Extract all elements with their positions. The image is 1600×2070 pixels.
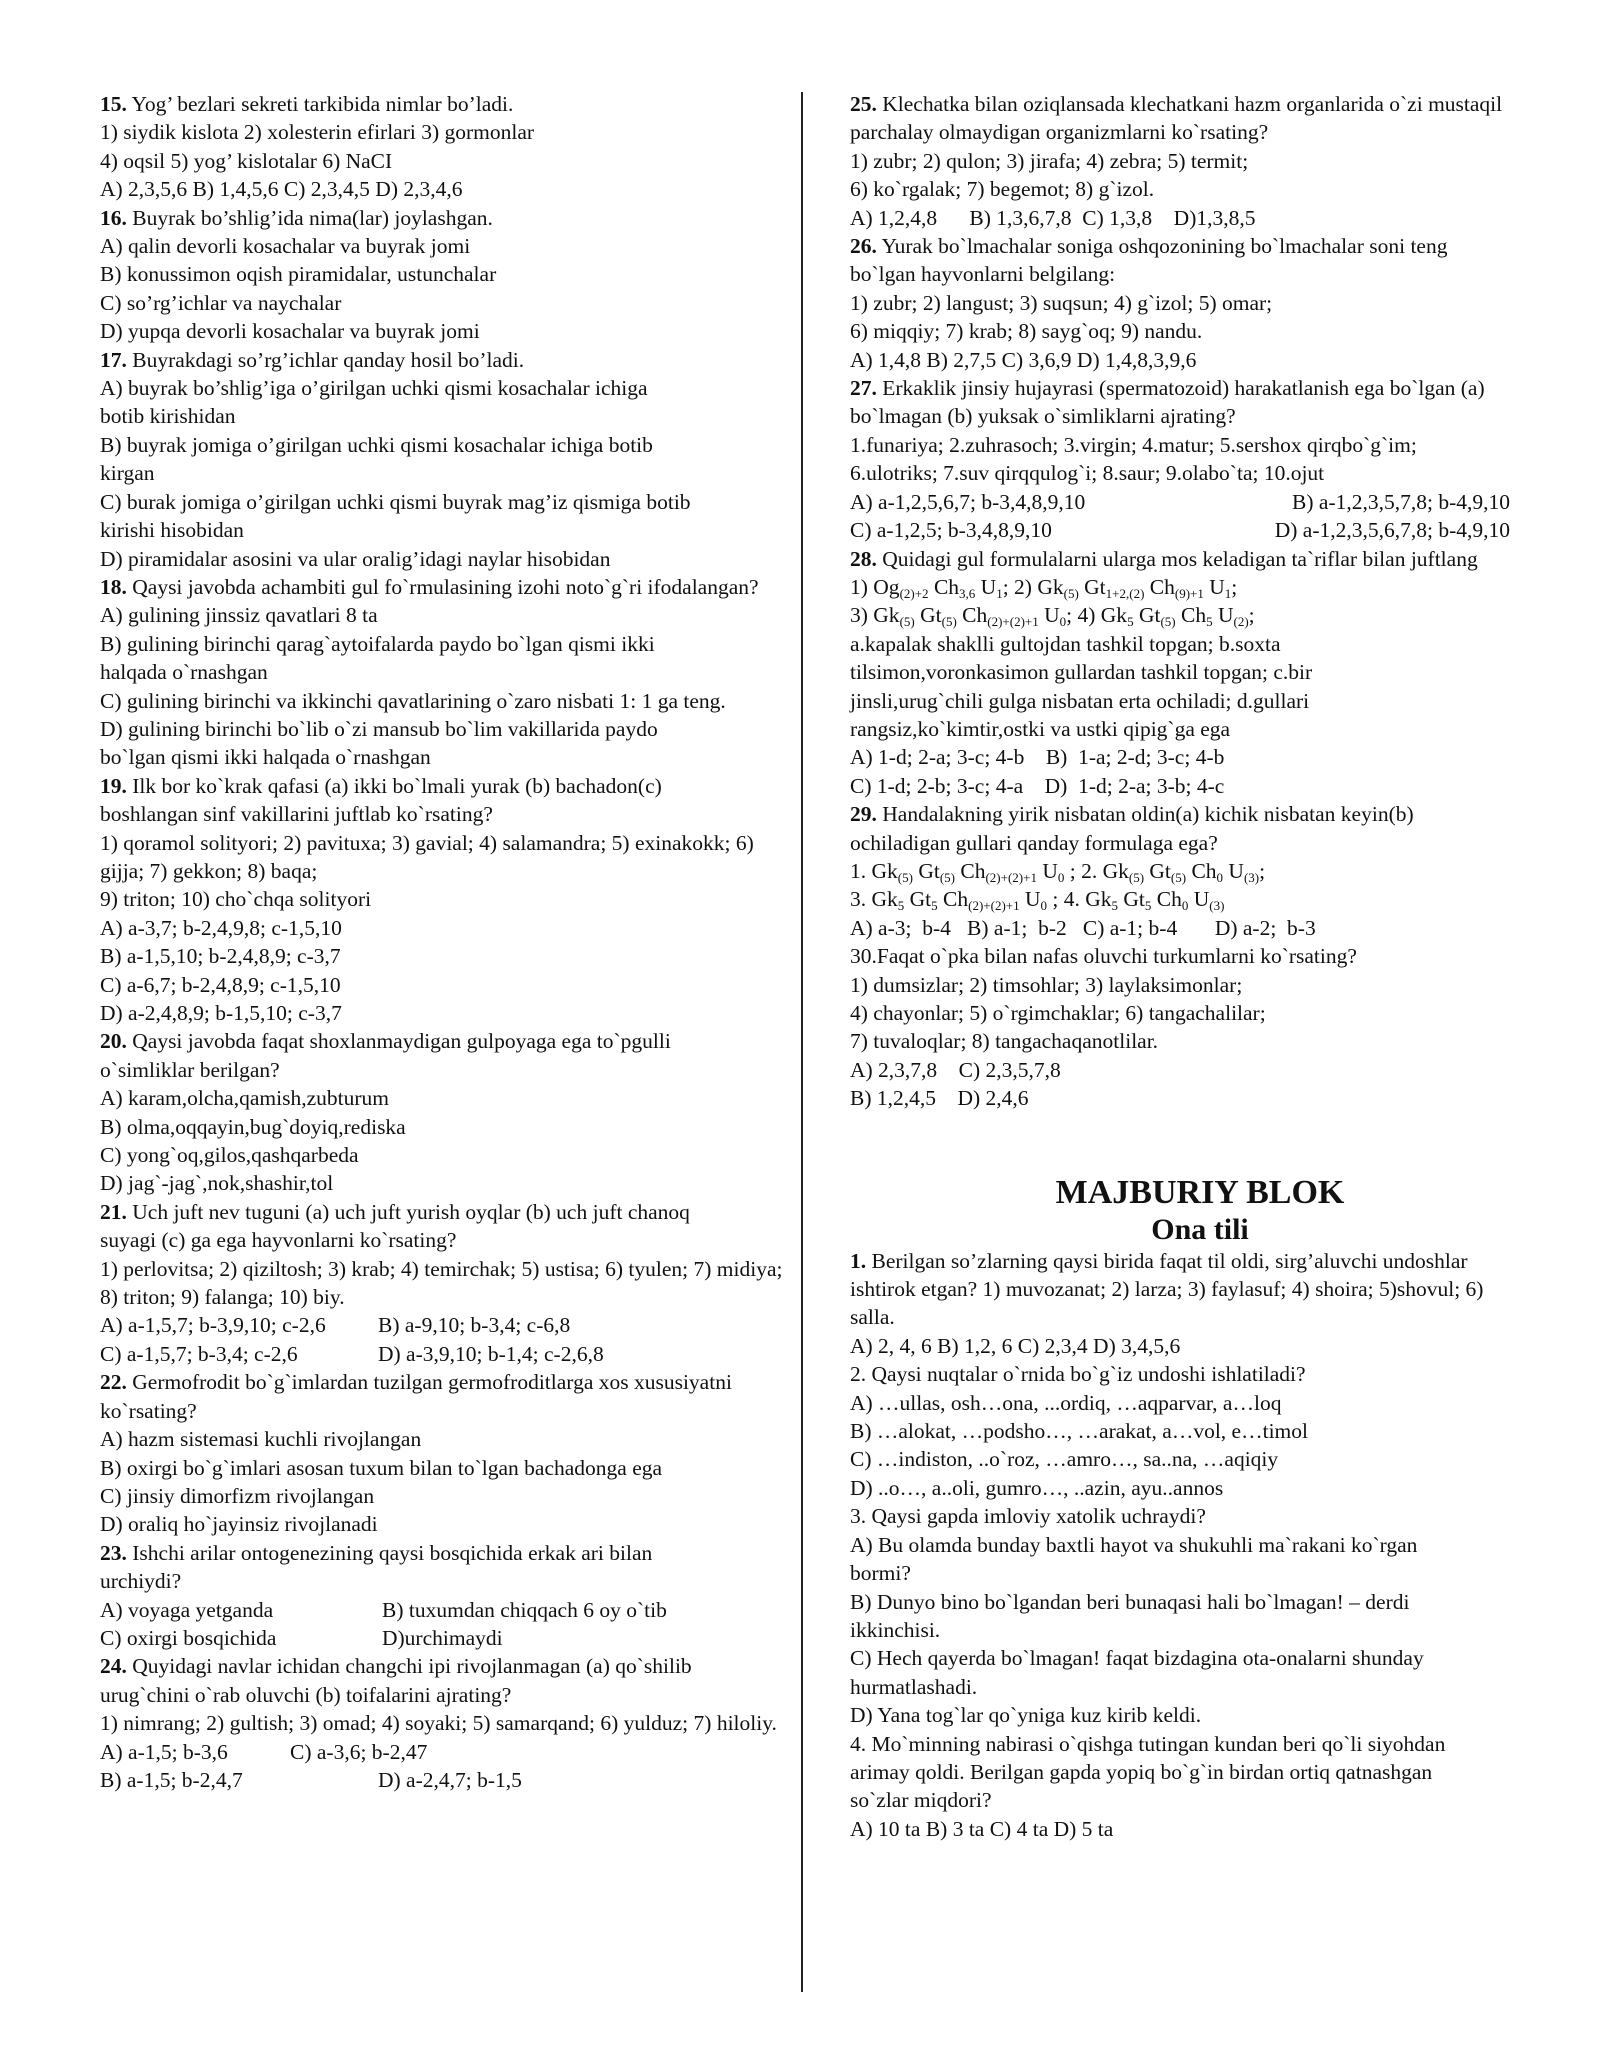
option-d: D) a-3,9,10; b-1,4; c-2,6,8: [378, 1341, 604, 1366]
option-c: C) oxirgi bosqichida: [100, 1625, 277, 1650]
items-line: 4) chayonlar; 5) o`rgimchaklar; 6) tangachalilar;: [850, 1001, 1266, 1025]
items-line: 1) zubr; 2) qulon; 3) jirafa; 4) zebra; 5) termit;: [850, 148, 1249, 173]
question-17: [100, 346, 790, 573]
question-16: [100, 204, 790, 346]
column-divider: [801, 92, 803, 1992]
option-c: C) so’rg’ichlar va naychalar: [100, 290, 342, 315]
left-column: [100, 90, 790, 1794]
option-b: B) tuxumdan chiqqach 6 oy o`tib: [382, 1597, 667, 1622]
answer-options: A) 1,2,4,8 B) 1,3,6,7,8 C) 1,3,8 D)1,3,8,5: [850, 205, 1256, 230]
option-d: D) a-2,4,7; b-1,5: [378, 1767, 522, 1792]
option-a: A) buyrak bo’shlig’iga o’girilgan uchki qismi kosachalar ichiga botib kirishidan: [100, 376, 648, 429]
question-number: 18.: [100, 574, 127, 599]
question-text: Handalakning yirik nisbatan oldin(a) kichik nisbatan keyin(b) ochiladigan gullari qanday formulaga ega?: [850, 802, 1414, 855]
items-line: 1.funariya; 2.zuhrasoch; 3.virgin; 4.matur; 5.sershox qirqbo`g`im; 6.ulotriks; 7.suv qirqqulog`i; 8.saur; 9.olabo`ta; 10.ojut: [850, 432, 1417, 486]
option-b: B) oxirgi bo`g`imlari asosan tuxum bilan to`lgan bachadonga ega: [100, 1455, 663, 1480]
option-a: A) a-1,5,7; b-3,9,10; c-2,6: [100, 1313, 326, 1338]
option-c: C) …indiston, ..o`roz, …amro…, sa..na, …aqiqiy: [850, 1447, 1279, 1472]
answer-options: A) 1,4,8 B) 2,7,5 C) 3,6,9 D) 1,4,8,3,9,6: [850, 347, 1197, 372]
option-d: D) a-1,2,3,5,6,7,8; b-4,9,10: [1274, 518, 1510, 543]
question-20: [100, 1027, 790, 1197]
question-text: Ilk bor ko`krak qafasi (a) ikki bo`lmali yurak (b) bachadon(c) boshlangan sinf vakillarini juftlab ko`rsating?: [100, 773, 662, 827]
answer-options: A) 2,3,5,6 B) 1,4,5,6 C) 2,3,4,5 D) 2,3,4,6: [100, 177, 463, 202]
question-text: Qaysi javobda faqat shoxlanmaydigan gulpoyaga ega to`pgulli o`simliklar berilgan?: [100, 1029, 671, 1082]
option-c: C) a-1,5,7; b-3,4; c-2,6: [100, 1341, 298, 1366]
answer-options: A) 1-d; 2-a; 3-c; 4-b B) 1-a; 2-d; 3-c; 4-b: [850, 745, 1225, 770]
question-22: [100, 1368, 790, 1538]
question-30: [850, 942, 1510, 1112]
option-a: A) karam,olcha,qamish,zubturum: [100, 1086, 389, 1111]
answer-options: A) a-3; b-4 B) a-1; b-2 C) a-1; b-4 D) a-2; b-3: [850, 915, 1316, 940]
option-a: A) gulining jinssiz qavatlari 8 ta: [100, 603, 378, 628]
option-c: C) jinsiy dimorfizm rivojlangan: [100, 1483, 375, 1508]
question-29: [850, 800, 1510, 942]
question-text: Buyrakdagi so’rg’ichlar qanday hosil bo’ladi.: [126, 347, 525, 372]
question-text: 2. Qaysi nuqtalar o`rnida bo`g`iz undoshi ishlatiladi?: [850, 1362, 1306, 1387]
question-number: 22.: [100, 1370, 127, 1395]
option-d: D) piramidalar asosini va ular oralig’idagi naylar hisobidan: [100, 546, 611, 571]
option-b: B) olma,oqqayin,bug`doyiq,rediska: [100, 1114, 406, 1139]
answer-options: B) 1,2,4,5 D) 2,4,6: [850, 1086, 1029, 1111]
formula-line: 1. $Gk_{(5)}$ $Gt_{(5)}$ $Ch_{(2)+(2)+1}$ $U_0$ ; 2. $Gk_{(5)}$ $Gt_{(5)}$ $Ch_0$ $U_{(3)}$;: [850, 858, 1266, 885]
option-d: D) jag`-jag`,nok,shashir,tol: [100, 1171, 334, 1196]
option-b: B) a-9,10; b-3,4; c-6,8: [378, 1313, 571, 1338]
question-text: Yurak bo`lmachalar soniga oshqozonining bo`lmachalar soni teng bo`lgan hayvonlarni belgilang:: [850, 234, 1448, 287]
question-number: 17.: [100, 347, 127, 372]
option-d: D) oraliq ho`jayinsiz rivojlanadi: [100, 1512, 378, 1537]
answer-options: A) 2, 4, 6 B) 1,2, 6 C) 2,3,4 D) 3,4,5,6: [850, 1333, 1181, 1358]
option-b: B) gulining birinchi qarag`aytoifalarda paydo bo`lgan qismi ikki halqada o`rnashgan: [100, 631, 655, 685]
option-c: C) burak jomiga o’girilgan uchki qismi buyrak mag’iz qismiga botib kirishi hisobidan: [100, 489, 691, 543]
question-ona-3: [850, 1502, 1510, 1729]
question-number: 20.: [100, 1029, 127, 1054]
question-28: [850, 545, 1510, 801]
items-line: 1) perlovitsa; 2) qiziltosh; 3) krab; 4) temirchak; 5) ustisa; 6) tyulen; 7) midiya; 8) triton; 9) falanga; 10) biy.: [100, 1256, 783, 1310]
option-c: C) a-3,6; b-2,47: [290, 1739, 428, 1764]
question-text: 3. Qaysi gapda imloviy xatolik uchraydi?: [850, 1504, 1206, 1529]
question-24: [100, 1652, 790, 1794]
question-number: 27.: [850, 376, 877, 401]
option-b: B) …alokat, …podsho…, …arakat, a…vol, e…timol: [850, 1419, 1308, 1444]
question-number: 25.: [850, 92, 877, 116]
items-line: 7) tuvaloqlar; 8) tangachaqanotlilar.: [850, 1029, 1159, 1054]
formula-line: 3) $Gk_{(5)}$ $Gt_{(5)}$ $Ch_{(2)+(2)+1}$ $U_0$; 4) $Gk_5$ $Gt_{(5)}$ $Ch_5$ $U_{(2)}$;: [850, 603, 1255, 630]
question-23: [100, 1539, 790, 1653]
question-19: [100, 772, 790, 1028]
question-text: Ishchi arilar ontogenezining qaysi bosqichida erkak ari bilan urchiydi?: [100, 1540, 653, 1594]
option-b: B) konussimon oqish piramidalar, ustunchalar: [100, 262, 497, 287]
question-text: Germofrodit bo`g`imlardan tuzilgan germofroditlarga xos xususiyatni ko`rsating?: [100, 1370, 732, 1423]
descriptions: a.kapalak shaklli gultojdan tashkil topgan; b.soxta tilsimon,voronkasimon gullardan tashkil topgan; c.bir jinsli,urug`chili gulga nisbatan erta ochiladi; d.gullari rangsiz,ko`kimtir,ostki va ustki qipig`ga ega: [850, 631, 1313, 741]
option-b: B) a-1,5,10; b-2,4,8,9; c-3,7: [100, 944, 341, 969]
question-text: Klechatka bilan oziqlansada klechatkani hazm organlarida o`zi mustaqil parchalay olmaydigan organizmlarni ko`rsating?: [850, 92, 1503, 145]
question-text: Uch juft nev tuguni (a) uch juft yurish oyqlar (b) uch juft chanoq suyagi (c) ga ega hayvonlarni ko`rsating?: [100, 1199, 690, 1253]
answer-options: A) 10 ta B) 3 ta C) 4 ta D) 5 ta: [850, 1816, 1114, 1841]
question-ona-2: [850, 1360, 1510, 1502]
items-line: 4) oqsil 5) yog’ kislotalar 6) NaCI: [100, 148, 393, 173]
question-number: 16.: [100, 205, 127, 230]
option-c: C) a-6,7; b-2,4,8,9; c-1,5,10: [100, 972, 341, 997]
items-line: 9) triton; 10) cho`chqa solityori: [100, 887, 372, 912]
question-ona-1: [850, 1247, 1510, 1361]
option-d: D) a-2,4,8,9; b-1,5,10; c-3,7: [100, 1001, 342, 1025]
option-b: B) buyrak jomiga o’girilgan uchki qismi kosachalar ichiga botib kirgan: [100, 432, 653, 486]
right-column: [850, 90, 1510, 1843]
question-text: Buyrak bo’shlig’ida nima(lar) joylashgan.: [126, 205, 493, 230]
question-number: 24.: [100, 1654, 127, 1679]
option-a: A) voyaga yetganda: [100, 1597, 274, 1622]
question-number: 1.: [850, 1248, 867, 1273]
option-c: C) Hech qayerda bo`lmagan! faqat bizdagina ota-onalarni shunday hurmatlashadi.: [850, 1646, 1424, 1699]
items-line: 1) dumsizlar; 2) timsohlar; 3) laylaksimonlar;: [850, 972, 1243, 997]
question-text: Quyidagi navlar ichidan changchi ipi rivojlanmagan (a) qo`shilib urug`chini o`rab oluvchi (b) toifalarini ajrating?: [100, 1654, 692, 1707]
question-number: 21.: [100, 1199, 127, 1224]
formula-line: 1) $Og_{(2)+2}$ $Ch_{3,6}$ $U_1$; 2) $Gk_{(5)}$ $Gt_{1+2,(2)}$ $Ch_{(9)+1}$ $U_1$;: [850, 574, 1238, 601]
items-line: 1) nimrang; 2) gultish; 3) omad; 4) soyaki; 5) samarqand; 6) yulduz; 7) hiloliy.: [100, 1711, 777, 1736]
option-a: A) …ullas, osh…ona, ...ordiq, …aqparvar, a…loq: [850, 1390, 1282, 1415]
option-a: A) a-3,7; b-2,4,9,8; c-1,5,10: [100, 915, 342, 940]
items-line: 1) siydik kislota 2) xolesterin efirlari 3) gormonlar: [100, 120, 535, 145]
items-line: 6) ko`rgalak; 7) begemot; 8) g`izol.: [850, 177, 1155, 202]
question-text: Quidagi gul formulalarni ularga mos keladigan ta`riflar bilan juftlang: [876, 546, 1478, 571]
subject-title: Ona tili: [1151, 1212, 1249, 1246]
question-27: [850, 374, 1510, 544]
option-a: A) Bu olamda bunday baxtli hayot va shukuhli ma`rakani ko`rgan bormi?: [850, 1532, 1418, 1586]
option-a: A) hazm sistemasi kuchli rivojlangan: [100, 1427, 422, 1452]
items-line: 1) zubr; 2) langust; 3) suqsun; 4) g`izol; 5) omar;: [850, 290, 1273, 315]
items-line: 1) qoramol solityori; 2) pavituxa; 3) gavial; 4) salamandra; 5) exinakokk; 6) gijja; 7) gekkon; 8) baqa;: [100, 830, 754, 883]
option-b: B) a-1,5; b-2,4,7: [100, 1767, 243, 1792]
question-number: 23.: [100, 1540, 127, 1565]
question-number: 15.: [100, 92, 127, 116]
question-number: 28.: [850, 546, 877, 571]
option-d: D) yupqa devorli kosachalar va buyrak jomi: [100, 319, 480, 344]
question-text: Yog’ bezlari sekreti tarkibida nimlar bo’ladi.: [126, 92, 514, 116]
question-26: [850, 232, 1510, 374]
question-21: [100, 1198, 790, 1368]
question-text: 30.Faqat o`pka bilan nafas oluvchi turkumlarni ko`rsating?: [850, 944, 1357, 969]
question-text: Erkaklik jinsiy hujayrasi (spermatozoid) harakatlanish ega bo`lgan (a) bo`lmagan (b) yuksak o`simliklarni ajrating?: [850, 376, 1485, 429]
option-d: D) ..o…, a..oli, gumro…, ..azin, ayu..annos: [850, 1475, 1224, 1500]
option-d: D) Yana tog`lar qo`yniga kuz kirib keldi.: [850, 1703, 1202, 1728]
question-18: [100, 573, 790, 772]
option-b: B) a-1,2,3,5,7,8; b-4,9,10: [1292, 489, 1510, 514]
answer-options: A) 2,3,7,8 C) 2,3,5,7,8: [850, 1057, 1061, 1082]
answer-options: C) 1-d; 2-b; 3-c; 4-a D) 1-d; 2-a; 3-b; 4-c: [850, 773, 1225, 798]
question-text: Qaysi javobda achambiti gul fo`rmulasining izohi noto`g`ri ifodalangan?: [126, 574, 759, 599]
question-15: [100, 90, 790, 204]
option-c: C) yong`oq,gilos,qashqarbeda: [100, 1143, 359, 1168]
option-b: B) Dunyo bino bo`lgandan beri bunaqasi hali bo`lmagan! – derdi ikkinchisi.: [850, 1589, 1410, 1642]
question-ona-4: [850, 1730, 1510, 1844]
question-number: 19.: [100, 773, 127, 798]
question-text: Berilgan so’zlarning qaysi birida faqat til oldi, sirg’aluvchi undoshlar ishtirok etgan? 1) muvozanat; 2) larza; 3) faylasuf; 4) shoira; 5)shovul; 6) salla.: [850, 1248, 1484, 1330]
question-text: 4. Mo`minning nabirasi o`qishga tutingan kundan beri qo`li siyohdan arimay qoldi. Berilgan gapda yopiq bo`g`in birdan ortiq qatnashgan so`zlar miqdori?: [850, 1731, 1446, 1813]
option-a: A) qalin devorli kosachalar va buyrak jomi: [100, 234, 471, 259]
option-c: C) a-1,2,5; b-3,4,8,9,10: [850, 518, 1052, 543]
question-number: 26.: [850, 234, 877, 259]
items-line: 6) miqqiy; 7) krab; 8) sayg`oq; 9) nandu.: [850, 319, 1203, 344]
option-a: A) a-1,2,5,6,7; b-3,4,8,9,10: [850, 489, 1086, 514]
option-a: A) a-1,5; b-3,6: [100, 1739, 228, 1764]
formula-line: 3. $Gk_5$ $Gt_5$ $Ch_{(2)+(2)+1}$ $U_0$ ; 4. $Gk_5$ $Gt_5$ $Ch_0$ $U_{(3)}$: [850, 887, 1225, 914]
option-c: C) gulining birinchi va ikkinchi qavatlarining o`zaro nisbati 1: 1 ga teng.: [100, 688, 726, 713]
question-25: [850, 90, 1510, 232]
question-number: 29.: [850, 802, 877, 827]
option-d: D)urchimaydi: [382, 1625, 503, 1650]
option-d: D) gulining birinchi bo`lib o`zi mansub bo`lim vakillarida paydo bo`lgan qismi ikki halqada o`rnashgan: [100, 716, 658, 770]
block-title: MAJBURIY BLOK: [1055, 1173, 1345, 1211]
